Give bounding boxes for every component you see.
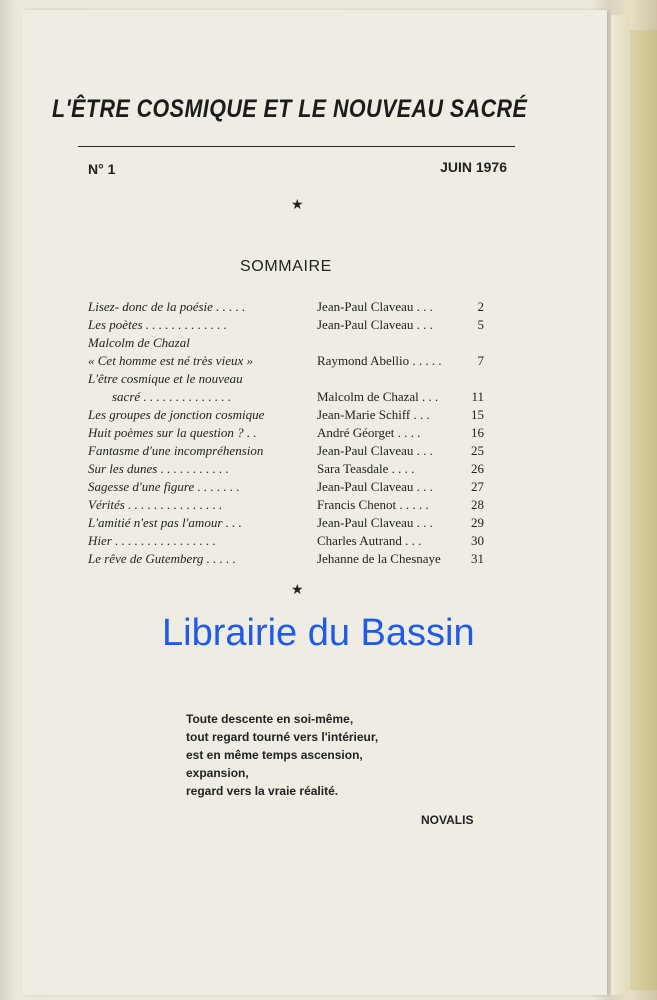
toc-author: Jean-Paul Claveau . . . bbox=[317, 299, 433, 314]
toc-author: Jean-Paul Claveau . . . bbox=[317, 443, 433, 458]
journal-title: L'ÊTRE COSMIQUE ET LE NOUVEAU SACRÉ bbox=[52, 95, 528, 123]
watermark-text: Librairie du Bassin bbox=[162, 612, 475, 654]
toc-author: Malcolm de Chazal . . . bbox=[317, 389, 439, 404]
epigraph bbox=[186, 710, 378, 800]
epigraph-line: expansion, bbox=[186, 766, 249, 780]
toc-row bbox=[88, 460, 488, 478]
toc-title: Le rêve de Gutemberg . . . . . bbox=[88, 551, 236, 566]
toc-row bbox=[88, 406, 488, 424]
toc-page: 26 bbox=[471, 461, 484, 476]
epigraph-line: est en même temps ascension, bbox=[186, 748, 363, 762]
toc-title: Fantasme d'une incompréhension bbox=[88, 443, 264, 458]
toc-title: Sagesse d'une figure . . . . . . . bbox=[88, 479, 240, 494]
toc-title: Les groupes de jonction cosmique bbox=[88, 407, 265, 422]
toc-title: L'être cosmique et le nouveau bbox=[88, 371, 243, 386]
issue-number: N° 1 bbox=[88, 161, 116, 177]
toc-page: 2 bbox=[477, 299, 484, 314]
star-ornament-bottom: ★ bbox=[291, 583, 304, 598]
toc-row bbox=[88, 388, 488, 406]
toc-page: 27 bbox=[471, 479, 484, 494]
toc-page: 15 bbox=[471, 407, 484, 422]
toc-title: Sur les dunes . . . . . . . . . . . bbox=[88, 461, 229, 476]
toc-page: 29 bbox=[471, 515, 484, 530]
toc-author: Sara Teasdale . . . . bbox=[317, 461, 415, 476]
toc-author: Jean-Marie Schiff . . . bbox=[317, 407, 430, 422]
toc-row bbox=[88, 352, 488, 370]
toc-title: Les poètes . . . . . . . . . . . . . bbox=[88, 317, 228, 332]
toc-page: 5 bbox=[477, 317, 484, 332]
toc-row bbox=[88, 496, 488, 514]
toc-author: André Géorget . . . . bbox=[317, 425, 421, 440]
toc-row bbox=[88, 298, 488, 316]
epigraph-line: regard vers la vraie réalité. bbox=[186, 784, 339, 798]
page-edge bbox=[610, 15, 629, 995]
title-rule bbox=[78, 146, 515, 147]
toc-page: 28 bbox=[471, 497, 484, 512]
toc-author: Jean-Paul Claveau . . . bbox=[317, 515, 433, 530]
toc-page: 30 bbox=[471, 533, 484, 548]
toc-title: L'amitié n'est pas l'amour . . . bbox=[88, 515, 242, 530]
toc-author: Jehanne de la Chesnaye bbox=[317, 551, 441, 566]
toc-author: Raymond Abellio . . . . . bbox=[317, 353, 442, 368]
issue-date: JUIN 1976 bbox=[440, 159, 507, 175]
toc-row bbox=[88, 424, 488, 442]
epigraph-author: NOVALIS bbox=[421, 813, 474, 827]
toc-author: Charles Autrand . . . bbox=[317, 533, 422, 548]
toc-row bbox=[88, 316, 488, 334]
toc-page: 11 bbox=[471, 389, 484, 404]
toc-row bbox=[88, 514, 488, 532]
toc-title: Huit poèmes sur la question ? . . bbox=[88, 425, 257, 440]
toc-author: Jean-Paul Claveau . . . bbox=[317, 317, 433, 332]
toc-row bbox=[88, 334, 488, 352]
star-ornament: ★ bbox=[291, 198, 304, 213]
toc-page: 7 bbox=[477, 353, 484, 368]
epigraph-line: Toute descente en soi-même, bbox=[186, 712, 354, 726]
toc-title: Hier . . . . . . . . . . . . . . . . bbox=[88, 533, 216, 548]
toc-title: Lisez- donc de la poésie . . . . . bbox=[88, 299, 246, 314]
table-of-contents bbox=[88, 298, 488, 568]
toc-row bbox=[88, 370, 488, 388]
toc-row bbox=[88, 442, 488, 460]
toc-title: Malcolm de Chazal bbox=[88, 335, 190, 350]
cover-edge bbox=[630, 30, 657, 990]
toc-title: Vérités . . . . . . . . . . . . . . . bbox=[88, 497, 223, 512]
toc-page: 31 bbox=[471, 551, 484, 566]
toc-row bbox=[88, 478, 488, 496]
toc-author: Francis Chenot . . . . . bbox=[317, 497, 429, 512]
toc-title: sacré . . . . . . . . . . . . . . bbox=[112, 389, 232, 404]
toc-page: 16 bbox=[471, 425, 484, 440]
toc-author: Jean-Paul Claveau . . . bbox=[317, 479, 433, 494]
toc-row bbox=[88, 532, 488, 550]
toc-title: « Cet homme est né très vieux » bbox=[88, 353, 253, 368]
sommaire-heading: SOMMAIRE bbox=[240, 258, 332, 275]
toc-row bbox=[88, 550, 488, 568]
toc-page: 25 bbox=[471, 443, 484, 458]
epigraph-line: tout regard tourné vers l'intérieur, bbox=[186, 730, 379, 744]
